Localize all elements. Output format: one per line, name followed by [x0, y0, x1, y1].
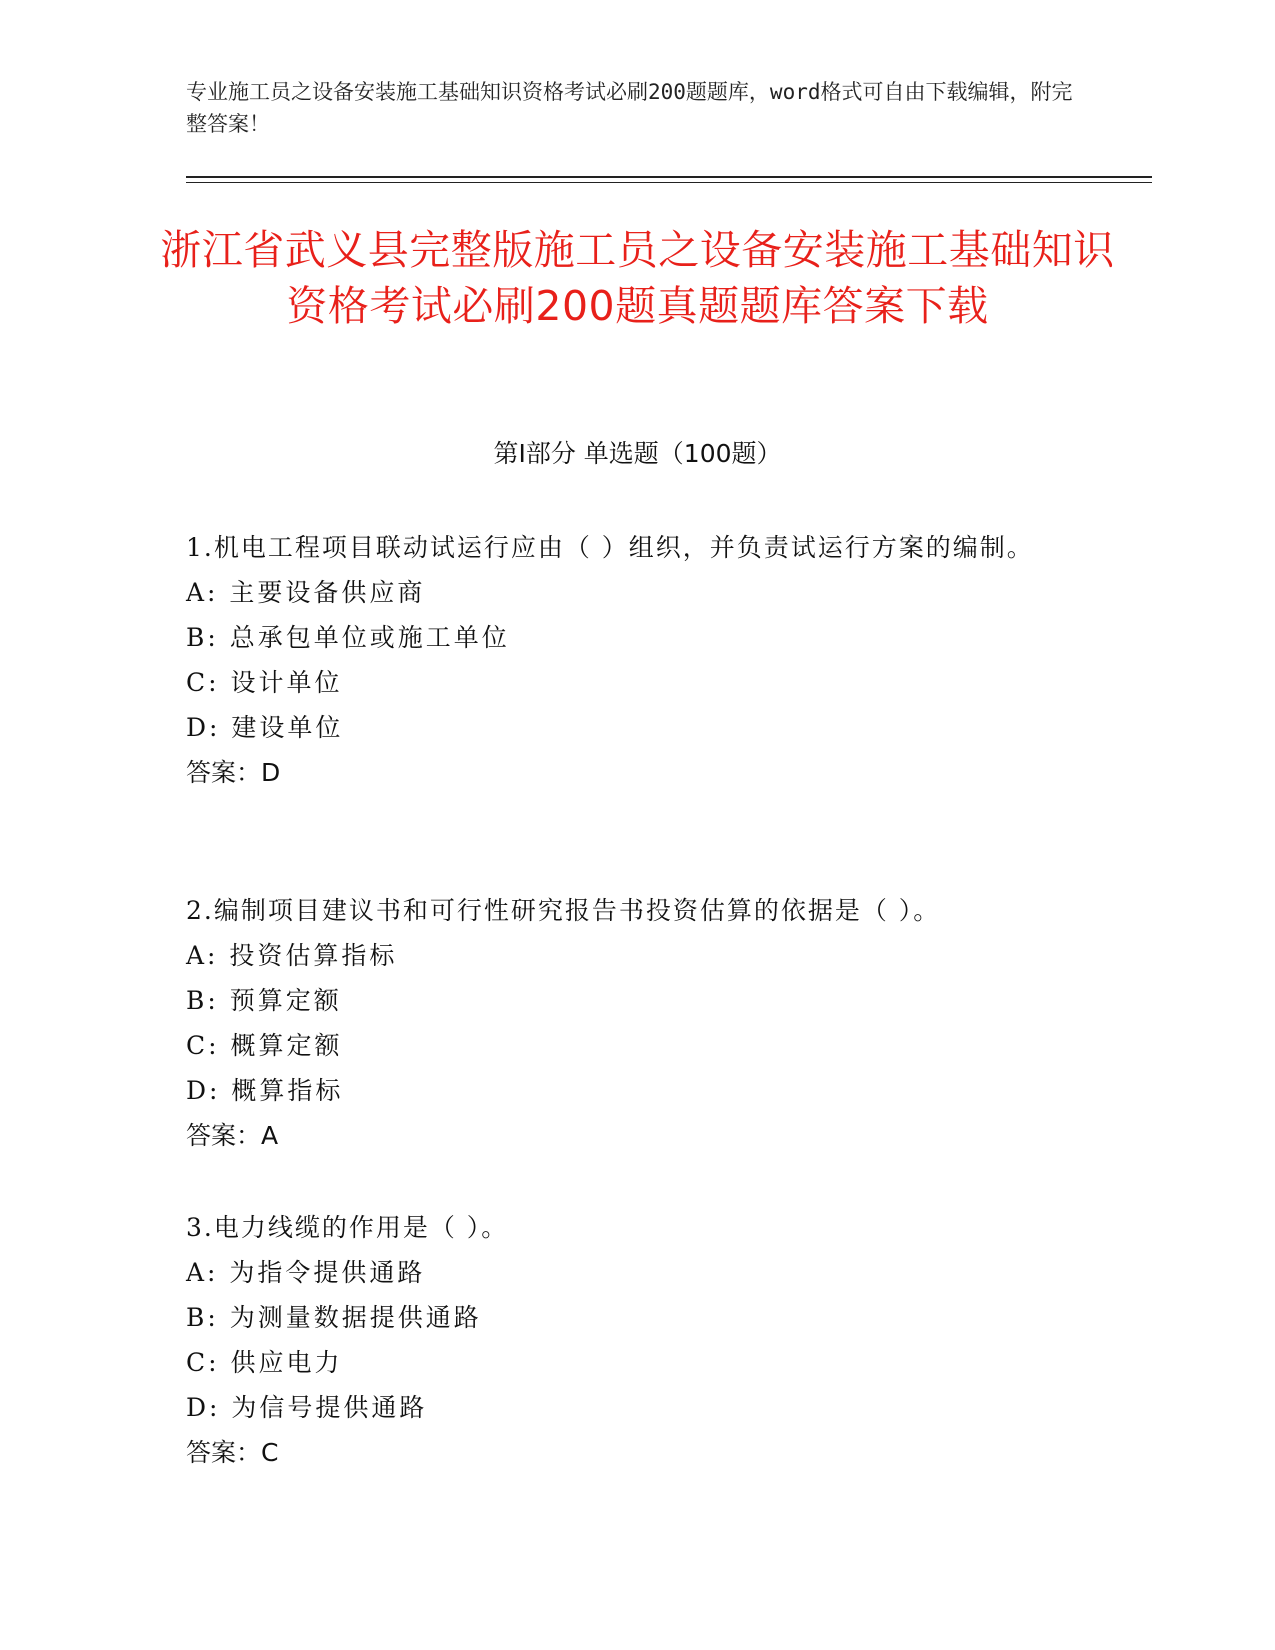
option-b: B: 预算定额: [186, 986, 342, 1015]
option-a: A: 主要设备供应商: [186, 578, 426, 607]
option-c: C: 供应电力: [186, 1348, 343, 1377]
question-block: [186, 1205, 1086, 1475]
option-a: A: 投资估算指标: [186, 941, 398, 970]
section-title: 第I部分 单选题（100题）: [493, 439, 782, 468]
option-a: A: 为指令提供通路: [186, 1258, 426, 1287]
answer-line: 答案：D: [186, 758, 281, 787]
header-note: 专业施工员之设备安装施工基础知识资格考试必刷200题题库，word格式可自由下载编辑，附完整答案！: [186, 80, 1073, 136]
document-title: 浙江省武义县完整版施工员之设备安装施工基础知识资格考试必刷200题真题题库答案下载: [160, 226, 1115, 330]
option-d: D: 建设单位: [186, 713, 344, 742]
question-block: [186, 888, 1086, 1158]
question-stem: 1.机电工程项目联动试运行应由（ ）组织，并负责试运行方案的编制。: [186, 533, 1034, 562]
option-c: C: 设计单位: [186, 668, 343, 697]
option-b: B: 为测量数据提供通路: [186, 1303, 482, 1332]
option-c: C: 概算定额: [186, 1031, 343, 1060]
option-d: D: 概算指标: [186, 1076, 344, 1105]
header-divider-thick: [186, 176, 1152, 178]
answer-line: 答案：C: [186, 1438, 279, 1467]
question-block: [186, 525, 1086, 795]
answer-line: 答案：A: [186, 1121, 279, 1150]
option-d: D: 为信号提供通路: [186, 1393, 428, 1422]
header-divider-thin: [186, 182, 1152, 183]
option-b: B: 总承包单位或施工单位: [186, 623, 510, 652]
question-stem: 2.编制项目建议书和可行性研究报告书投资估算的依据是（ ）。: [186, 896, 941, 925]
question-stem: 3.电力线缆的作用是（ ）。: [186, 1213, 509, 1242]
